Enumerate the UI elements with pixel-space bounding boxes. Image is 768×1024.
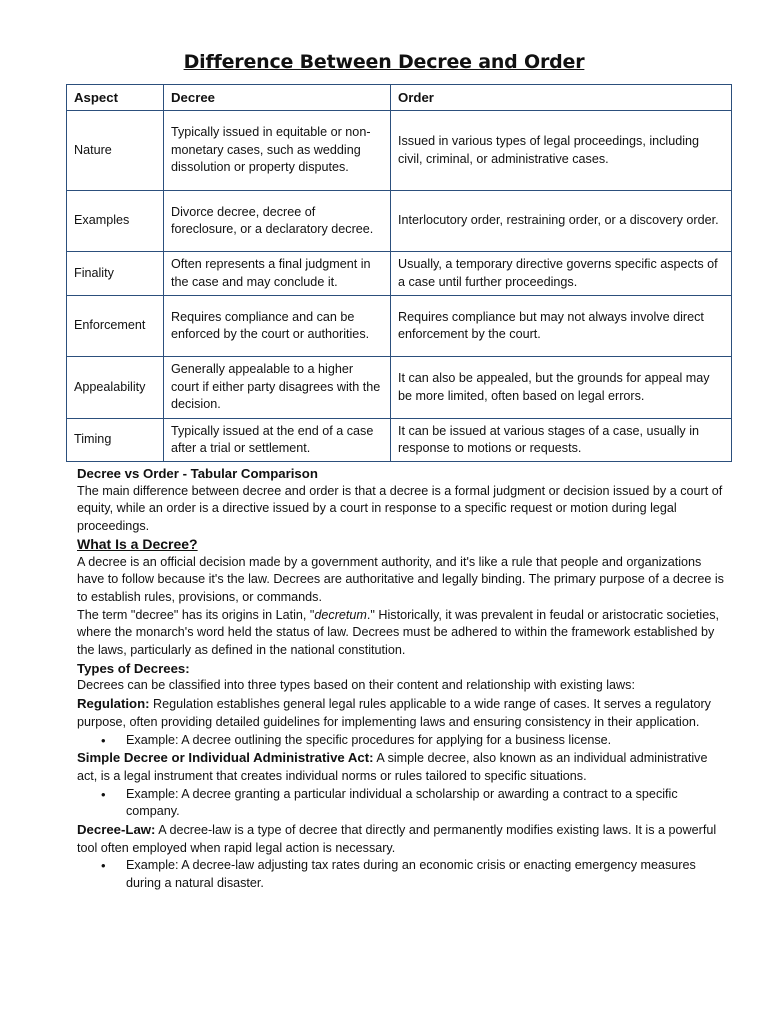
section-heading-types: Types of Decrees: bbox=[77, 660, 190, 676]
header-aspect: Aspect bbox=[67, 85, 164, 111]
comparison-table bbox=[66, 84, 732, 462]
document-body bbox=[77, 465, 727, 893]
type-regulation bbox=[77, 695, 727, 731]
cell-order: Issued in various types of legal proceedings, including civil, criminal, or administrative cases. bbox=[391, 111, 732, 191]
cell-aspect: Examples bbox=[67, 191, 164, 252]
type-label: Decree-Law: bbox=[77, 822, 156, 838]
cell-aspect: Enforcement bbox=[67, 296, 164, 357]
table-row bbox=[67, 111, 732, 191]
list-item: • Example: A decree outlining the specific procedures for applying for a business license. bbox=[126, 732, 727, 750]
cell-decree: Divorce decree, decree of foreclosure, or a declaratory decree. bbox=[164, 191, 391, 252]
type-decree-law bbox=[77, 821, 727, 857]
latin-term: decretum bbox=[314, 607, 367, 622]
cell-decree: Often represents a final judgment in the case and may conclude it. bbox=[164, 252, 391, 296]
example-list bbox=[77, 732, 727, 750]
example-list bbox=[77, 857, 727, 892]
page-title: Difference Between Decree and Order bbox=[183, 51, 585, 73]
cell-decree: Typically issued at the end of a case after a trial or settlement. bbox=[164, 419, 391, 462]
table-row bbox=[67, 296, 732, 357]
paragraph-decree-origin bbox=[77, 607, 727, 660]
type-simple-decree bbox=[77, 749, 727, 785]
section-heading-comparison: Decree vs Order - Tabular Comparison bbox=[77, 466, 318, 481]
cell-decree: Generally appealable to a higher court if either party disagrees with the decision. bbox=[164, 357, 391, 419]
type-label: Regulation: bbox=[77, 696, 150, 712]
type-description: Regulation establishes general legal rules applicable to a wide range of cases. It serves a regulatory purpose, often providing detailed guidelines for implementing laws and ensuring consistency in their application. bbox=[77, 697, 711, 729]
table-row bbox=[67, 252, 732, 296]
type-description: A decree-law is a type of decree that directly and permanently modifies existing laws. It is a powerful tool often employed when rapid legal action is necessary. bbox=[77, 823, 717, 855]
origin-text-after: ." Historically, it was prevalent in feudal or aristocratic societies, where the monarch's word held the status of law. Decrees must be adhered to within the framework established by the laws, particularly as defined in the national constitution. bbox=[77, 607, 720, 658]
cell-order: Requires compliance but may not always involve direct enforcement by the court. bbox=[391, 296, 732, 357]
origin-text-before: The term "decree" has its origins in Latin, " bbox=[77, 607, 315, 622]
table-row bbox=[67, 357, 732, 419]
table-header-row bbox=[67, 85, 732, 111]
list-item: • Example: A decree granting a particular individual a scholarship or awarding a contract to a specific company. bbox=[126, 786, 727, 821]
section-heading-what-is-decree: What Is a Decree? bbox=[77, 535, 198, 552]
cell-order: It can also be appealed, but the grounds for appeal may be more limited, often based on legal errors. bbox=[391, 357, 732, 419]
paragraph-main-difference: The main difference between decree and order is that a decree is a formal judgment or decision issued by a court of equity, while an order is a directive issued by a court in response to a specific request or motion during legal proceedings. bbox=[77, 483, 723, 534]
cell-order: Usually, a temporary directive governs specific aspects of a case until further proceedings. bbox=[391, 252, 732, 296]
cell-order: It can be issued at various stages of a case, usually in response to motions or requests. bbox=[391, 419, 732, 462]
example-list bbox=[77, 786, 727, 821]
cell-aspect: Appealability bbox=[67, 357, 164, 419]
type-description: A simple decree, also known as an individual administrative act, is a legal instrument that creates individual norms or rules tailored to specific situations. bbox=[77, 751, 708, 783]
cell-aspect: Finality bbox=[67, 252, 164, 296]
table-row bbox=[67, 419, 732, 462]
list-item: • Example: A decree-law adjusting tax rates during an economic crisis or enacting emergency measures during a natural disaster. bbox=[126, 857, 727, 892]
header-order: Order bbox=[391, 85, 732, 111]
paragraph-types-intro: Decrees can be classified into three types based on their content and relationship with existing laws: bbox=[77, 678, 635, 693]
table-row bbox=[67, 191, 732, 252]
cell-decree: Typically issued in equitable or non-monetary cases, such as wedding dissolution or property disputes. bbox=[164, 111, 391, 191]
cell-order: Interlocutory order, restraining order, or a discovery order. bbox=[391, 191, 732, 252]
paragraph-decree-definition: A decree is an official decision made by a government authority, and it's like a rule that people and organizations have to follow because it's the law. Decrees are authoritative and legally binding. The primary purpose of a decree is to establish rules, provisions, or commands. bbox=[77, 554, 724, 604]
cell-aspect: Timing bbox=[67, 419, 164, 462]
cell-aspect: Nature bbox=[67, 111, 164, 191]
cell-decree: Requires compliance and can be enforced by the court or authorities. bbox=[164, 296, 391, 357]
header-decree: Decree bbox=[164, 85, 391, 111]
type-label: Simple Decree or Individual Administrative Act: bbox=[77, 750, 374, 766]
